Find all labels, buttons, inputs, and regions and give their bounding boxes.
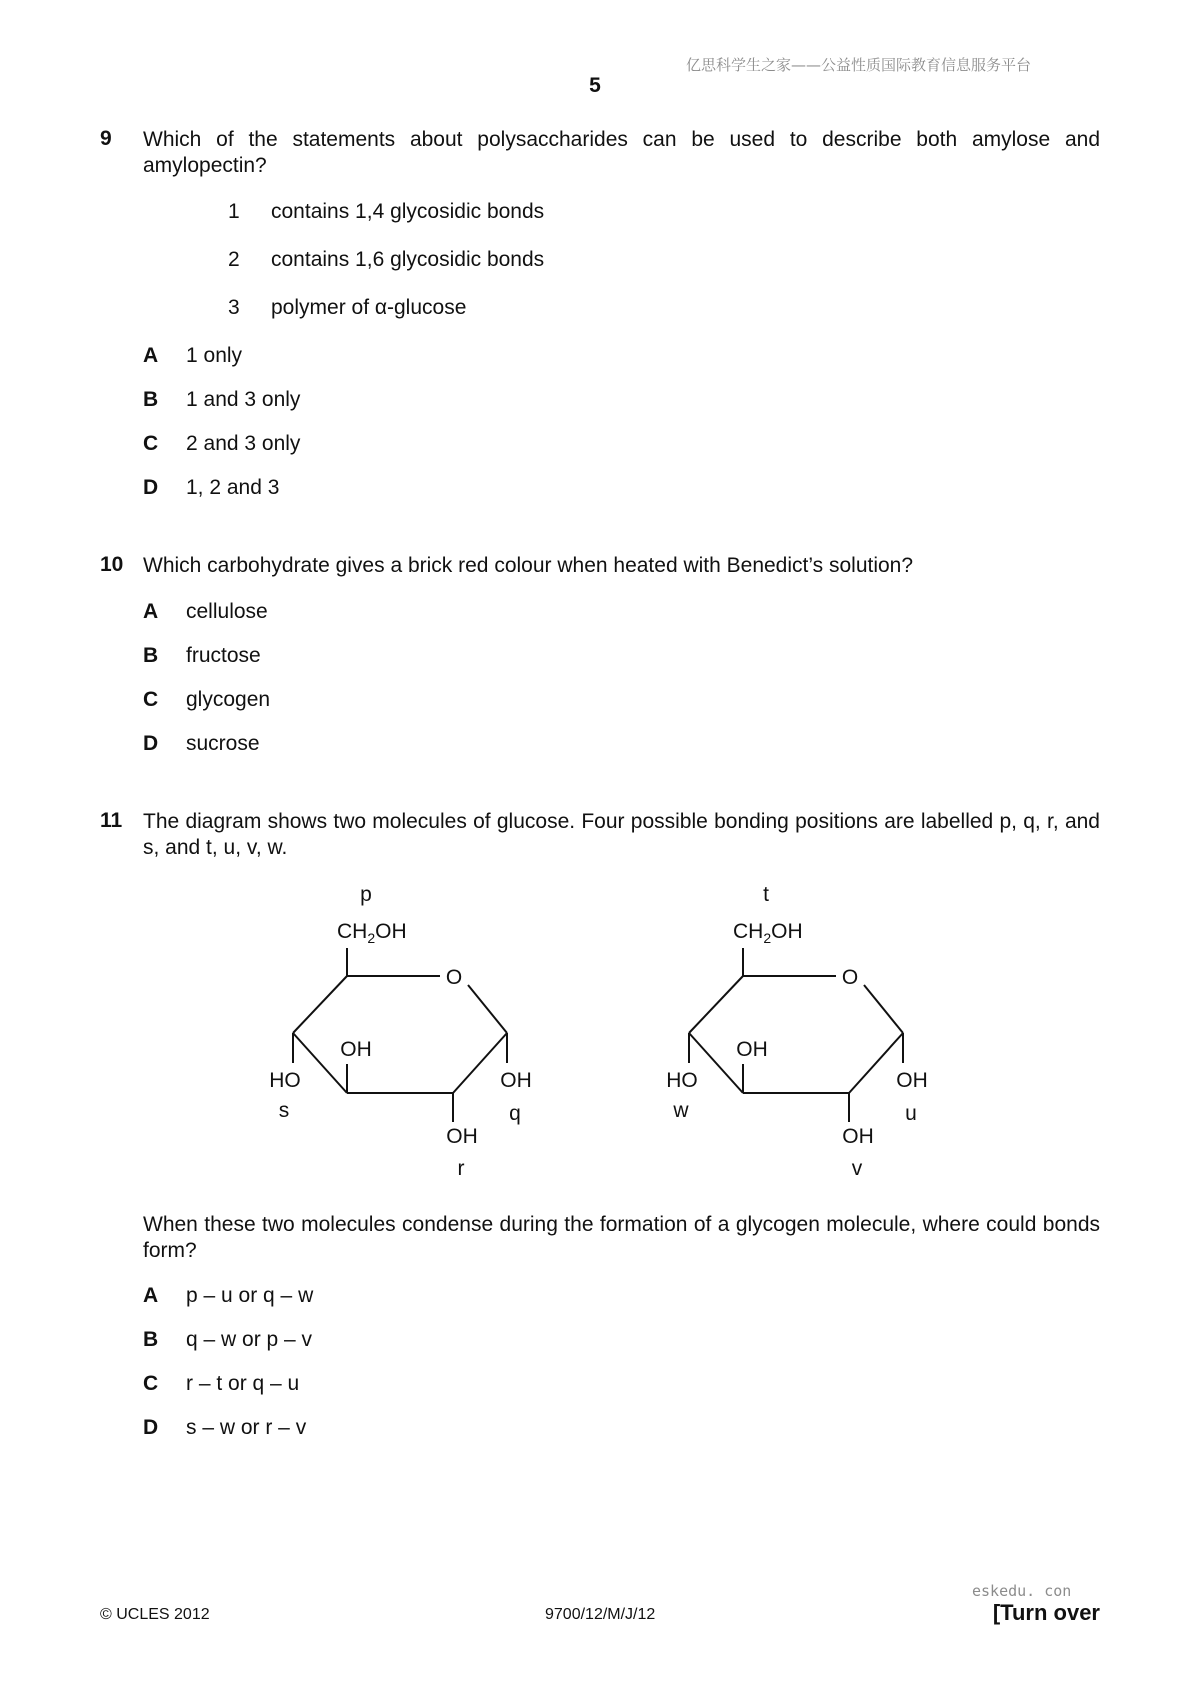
copyright: © UCLES 2012 xyxy=(100,1606,210,1623)
option-text: r – t or q – u xyxy=(186,1372,300,1395)
option-text: p – u or q – w xyxy=(186,1284,314,1307)
question-11-text: The diagram shows two molecules of glucose. Four possible bonding positions are labelled p, q, r, and s, and t, u, v, w. xyxy=(143,810,1100,859)
option-text: 2 and 3 only xyxy=(186,432,301,455)
label-r: r xyxy=(457,1157,465,1180)
ho-label: HO xyxy=(269,1069,301,1092)
question-11-followup: When these two molecules condense during the formation of a glycogen molecule, where could bonds form? xyxy=(143,1213,1100,1262)
ho-label: HO xyxy=(666,1069,698,1092)
option-letter: A xyxy=(143,1284,159,1307)
ch2oh-label: $CH_2OH$ xyxy=(337,920,407,946)
option-text: cellulose xyxy=(186,600,268,623)
question-9-number: 9 xyxy=(100,127,112,150)
option-letter: C xyxy=(143,1372,159,1395)
option-letter: C xyxy=(143,688,159,711)
option-letter: B xyxy=(143,1328,159,1351)
turn-over: [Turn over xyxy=(992,1600,1100,1625)
option-text: s – w or r – v xyxy=(186,1416,307,1439)
oh-label: OH xyxy=(736,1038,768,1061)
oh-label: OH xyxy=(340,1038,372,1061)
label-p: p xyxy=(360,883,372,906)
ring-bond xyxy=(293,976,347,1033)
oh-label: OH xyxy=(842,1125,874,1148)
option-text: 1 only xyxy=(186,344,243,367)
option-letter: D xyxy=(143,1416,159,1439)
option-letter: C xyxy=(143,432,159,455)
option-text: fructose xyxy=(186,644,261,667)
ring-oxygen: O xyxy=(445,966,463,989)
option-letter: D xyxy=(143,732,159,755)
option-text: 1 and 3 only xyxy=(186,388,301,411)
ring-bond xyxy=(849,1033,903,1093)
statement-number: 3 xyxy=(228,296,240,319)
option-text: q – w or p – v xyxy=(186,1328,313,1351)
label-u: u xyxy=(905,1102,917,1125)
label-q: q xyxy=(509,1102,521,1125)
ring-bond xyxy=(293,1033,347,1093)
label-t: t xyxy=(763,883,769,906)
ring-bond xyxy=(689,976,743,1033)
page-number: 5 xyxy=(589,74,601,97)
ring-bond xyxy=(468,985,507,1033)
option-letter: D xyxy=(143,476,159,499)
question-9-text: Which of the statements about polysaccharides can be used to describe both amylose and amylopectin? xyxy=(143,128,1100,177)
option-letter: B xyxy=(143,388,159,411)
ring-bond xyxy=(453,1033,507,1093)
option-letter: A xyxy=(143,600,159,623)
glucose-molecule-2 xyxy=(689,948,903,1122)
watermark-header: 亿思科学生之家——公益性质国际教育信息服务平台 xyxy=(686,56,1032,74)
label-w: w xyxy=(673,1099,689,1122)
question-10-text: Which carbohydrate gives a brick red colour when heated with Benedict’s solution? xyxy=(143,554,914,577)
watermark-footer: eskedu. con xyxy=(972,1582,1072,1600)
statement-number: 1 xyxy=(228,200,240,223)
question-10-number: 10 xyxy=(100,553,124,576)
ring-oxygen: O xyxy=(841,966,859,989)
label-s: s xyxy=(278,1099,290,1122)
option-text: sucrose xyxy=(186,732,260,755)
option-text: 1, 2 and 3 xyxy=(186,476,280,499)
oh-label: OH xyxy=(500,1069,532,1092)
label-v: v xyxy=(851,1157,863,1180)
statement-text: contains 1,4 glycosidic bonds xyxy=(271,200,545,223)
statement-text: polymer of α-glucose xyxy=(271,296,467,319)
glucose-molecule-1 xyxy=(293,948,507,1122)
oh-label: OH xyxy=(446,1125,478,1148)
option-letter: B xyxy=(143,644,159,667)
option-letter: A xyxy=(143,344,159,367)
statement-number: 2 xyxy=(228,248,240,271)
oh-label: OH xyxy=(896,1069,928,1092)
ring-bond xyxy=(864,985,903,1033)
statement-text: contains 1,6 glycosidic bonds xyxy=(271,248,545,271)
paper-code: 9700/12/M/J/12 xyxy=(545,1606,656,1623)
question-11-number: 11 xyxy=(100,809,123,832)
ch2oh-label: $CH_2OH$ xyxy=(733,920,803,946)
option-text: glycogen xyxy=(186,688,271,711)
